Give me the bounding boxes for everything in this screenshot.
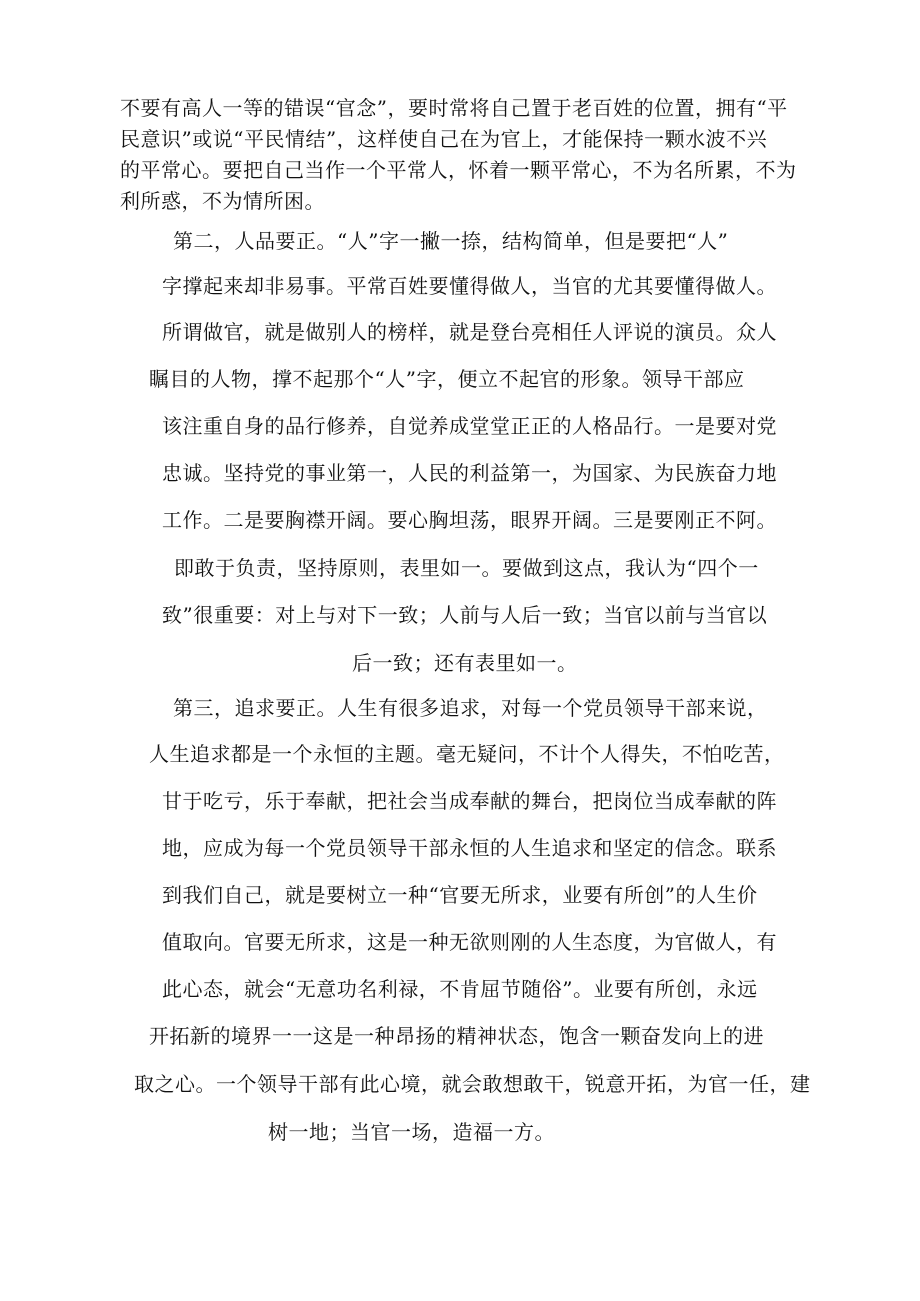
text-line: 开拓新的境界一一这是一种昂扬的精神状态，饱含一颗奋发向上的进 bbox=[149, 1024, 764, 1048]
text-line: 此心态，就会“无意功名利禄，不肯屈节随俗”。业要有所创，永远 bbox=[162, 977, 758, 1001]
text-line: 民意识”或说“平民情结”，这样使自己在为官上，才能保持一颗水波不兴 bbox=[120, 127, 768, 151]
text-line: 该注重自身的品行修养，自觉养成堂堂正正的人格品行。一是要对党 bbox=[162, 414, 777, 438]
text-line: 后一致；还有表里如一。 bbox=[352, 651, 578, 675]
text-line: 取之心。一个领导干部有此心境，就会敢想敢干，锐意开拓，为官一任，建 bbox=[134, 1072, 811, 1096]
paragraph-heading-line: 第三，追求要正。人生有很多追求，对每一个党员领导干部来说， bbox=[173, 696, 768, 720]
text-line: 的平常心。要把自己当作一个平常人，怀着一颗平常心，不为名所累，不为 bbox=[120, 158, 797, 182]
text-line: 人生追求都是一个永恒的主题。毫无疑问，不计个人得失，不怕吃苦， bbox=[149, 742, 785, 766]
text-line: 即敢于负责，坚持原则，表里如一。要做到这点，我认为“四个一 bbox=[174, 556, 759, 580]
text-line: 瞩目的人物，撑不起那个“人”字，便立不起官的形象。领导干部应 bbox=[149, 367, 745, 391]
text-line: 树一地；当官一场，造福一方。 bbox=[268, 1120, 555, 1144]
text-line: 致”很重要：对上与对下一致；人前与人后一致；当官以前与当官以 bbox=[162, 603, 768, 627]
text-line: 不要有高人一等的错误“官念”，要时常将自己置于老百姓的位置，拥有“平 bbox=[120, 96, 788, 120]
text-line: 值取向。官要无所求，这是一种无欲则刚的人生态度，为官做人，有 bbox=[162, 930, 777, 954]
text-line: 所谓做官，就是做别人的榜样，就是登台亮相任人评说的演员。众人 bbox=[162, 320, 777, 344]
text-line: 甘于吃亏，乐于奉献，把社会当成奉献的舞台，把岗位当成奉献的阵 bbox=[162, 789, 777, 813]
text-line: 字撑起来却非易事。平常百姓要懂得做人，当官的尤其要懂得做人。 bbox=[162, 274, 777, 298]
text-line: 到我们自己，就是要树立一种“官要无所求，业要有所创”的人生价 bbox=[162, 883, 758, 907]
paragraph-heading-line: 第二，人品要正。“人”字一撇一捺，结构简单，但是要把“人” bbox=[173, 229, 729, 253]
text-line: 忠诚。坚持党的事业第一，人民的利益第一，为国家、为民族奋力地 bbox=[162, 461, 777, 485]
text-line: 工作。二是要胸襟开阔。要心胸坦荡，眼界开阔。三是要刚正不阿。 bbox=[162, 508, 777, 532]
text-line: 利所惑，不为情所困。 bbox=[120, 189, 325, 213]
text-line: 地，应成为每一个党员领导干部永恒的人生追求和坚定的信念。联系 bbox=[162, 836, 777, 860]
